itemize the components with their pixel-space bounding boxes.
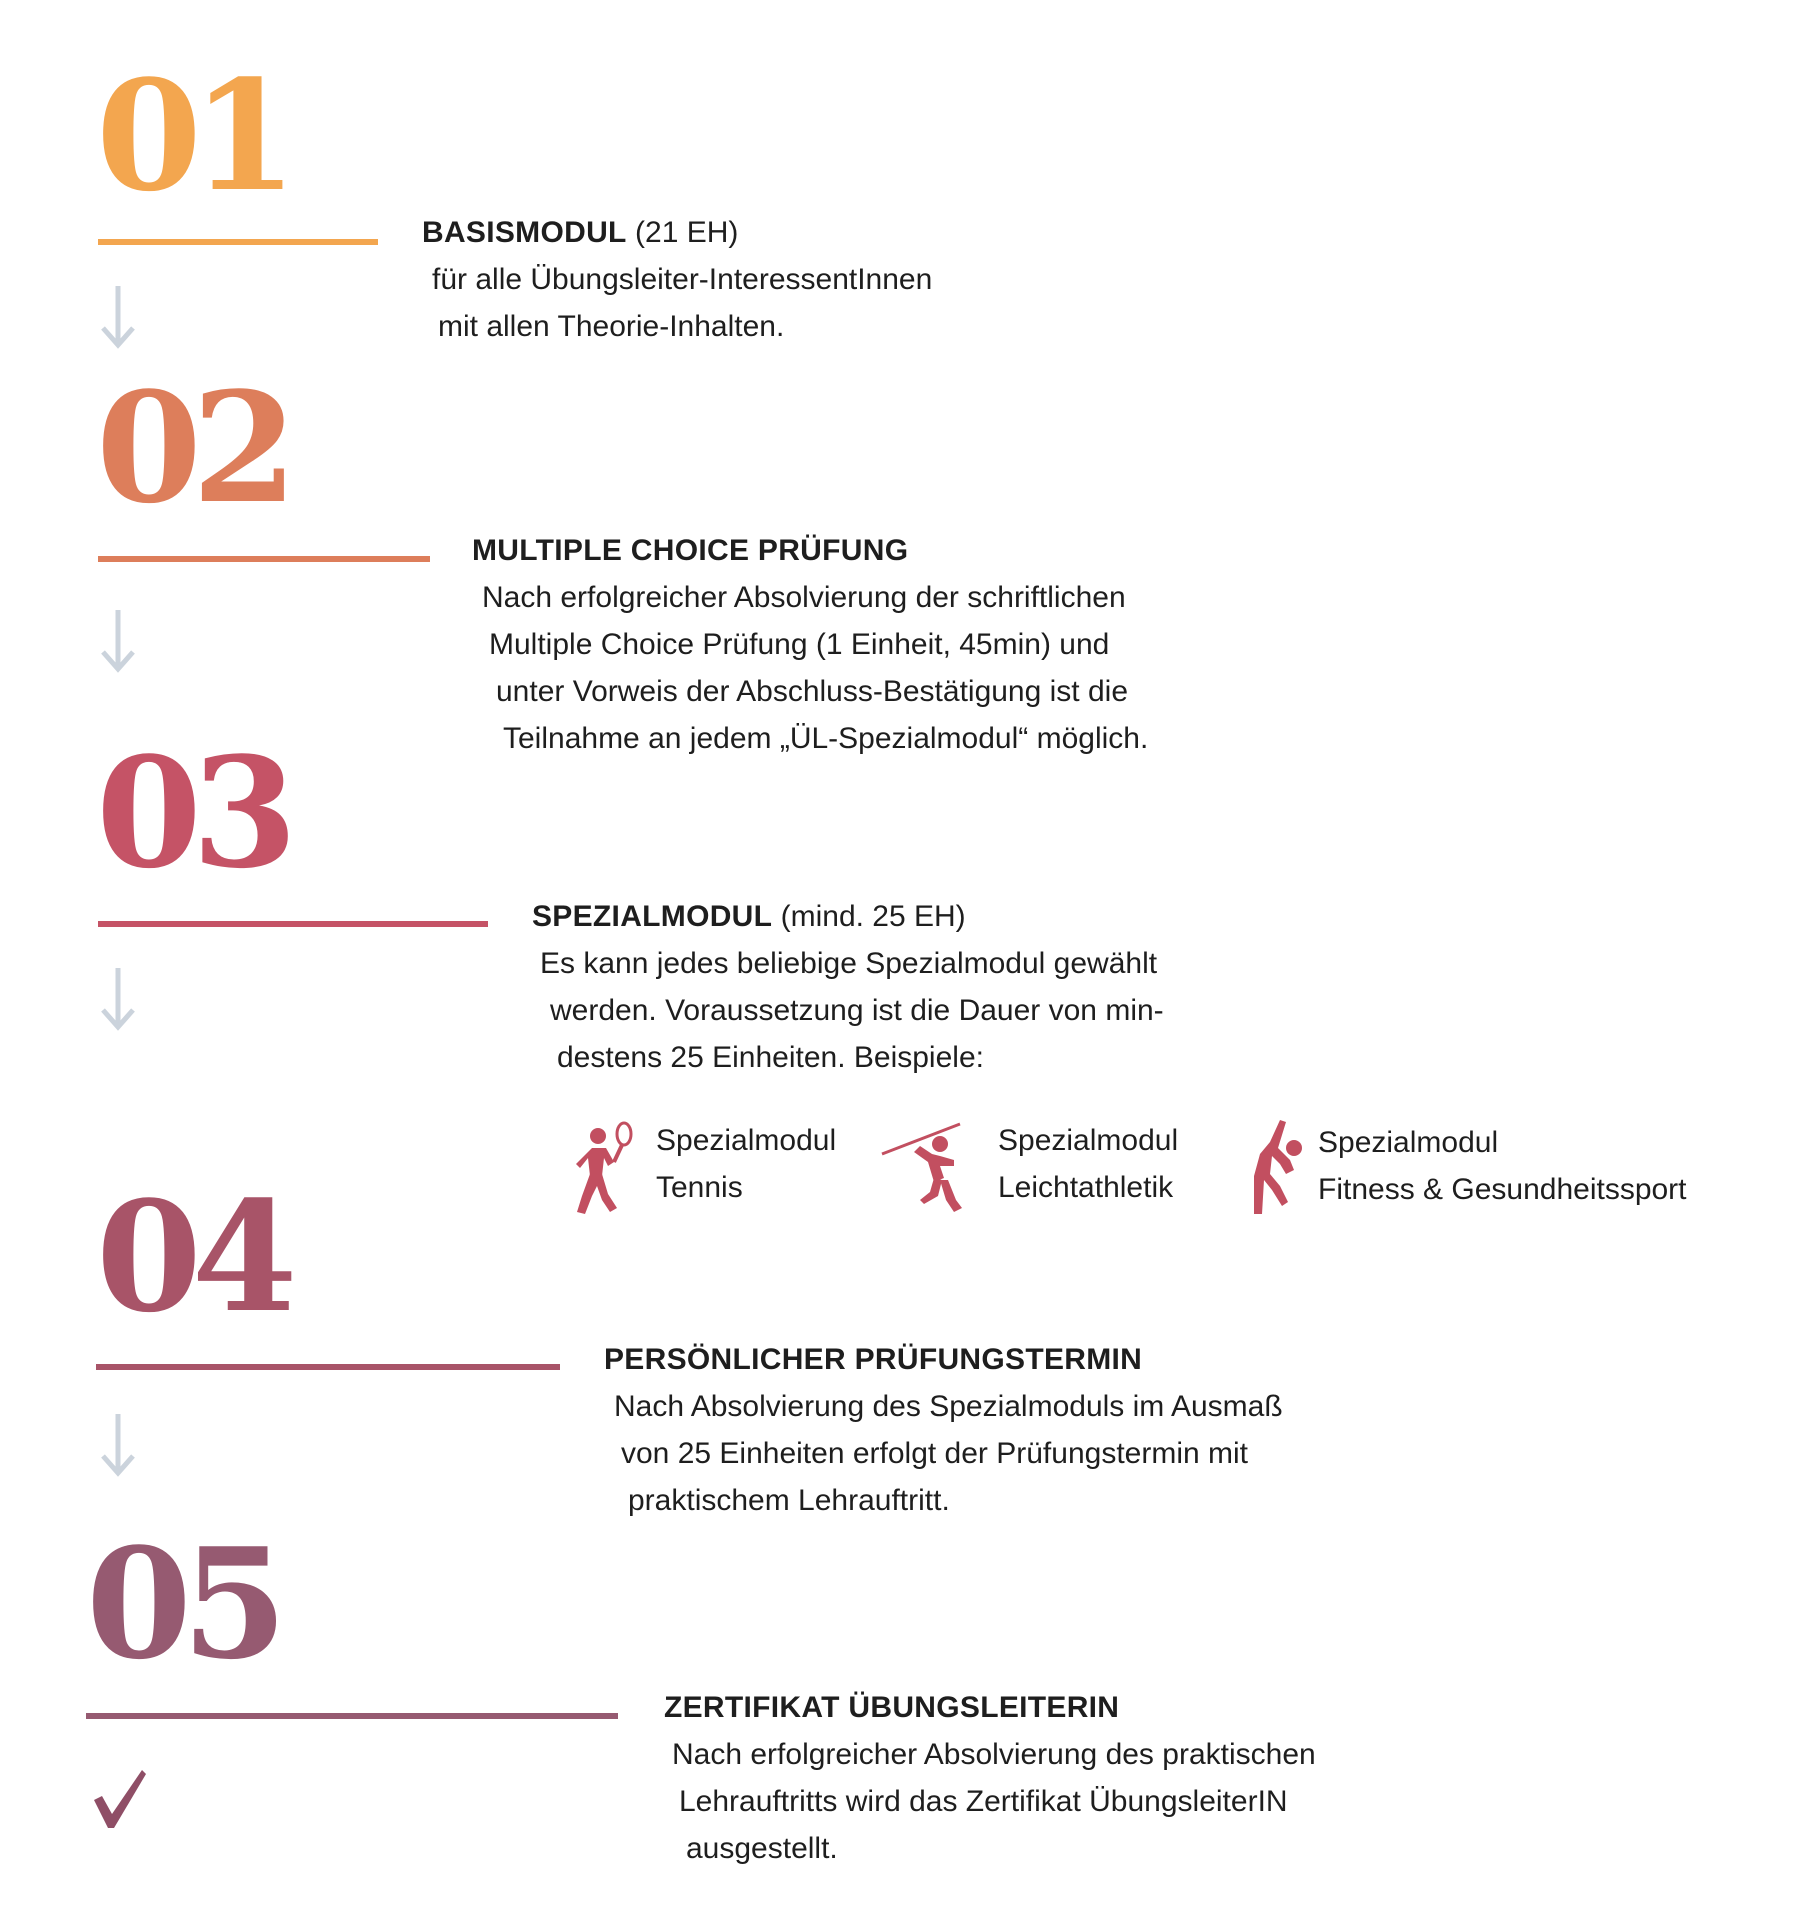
step-rule-04 — [96, 1364, 560, 1370]
step-description-line: destens 25 Einheiten. Beispiele: — [557, 1041, 984, 1074]
step-number-03: 03 — [96, 723, 288, 902]
step-description-line: Nach Absolvierung des Spezialmoduls im Ausmaß — [614, 1390, 1283, 1423]
example-fitness — [1250, 1118, 1730, 1218]
step-title-suffix: (21 EH) — [635, 216, 739, 249]
example-tennis — [574, 1116, 874, 1216]
step-title: BASISMODUL — [422, 216, 627, 249]
example-label: Spezialmodul Leichtathletik — [998, 1124, 1179, 1204]
step-title: MULTIPLE CHOICE PRÜFUNG — [472, 534, 909, 567]
tennis-player-icon — [574, 1116, 638, 1216]
arrow-down-icon — [100, 608, 136, 674]
step-rule-02 — [98, 556, 430, 562]
arrow-down-icon — [100, 966, 136, 1032]
step-title-suffix: (mind. 25 EH) — [780, 900, 966, 933]
step-description-line: mit allen Theorie-Inhalten. — [438, 310, 785, 343]
step-number-01: 01 — [96, 46, 288, 225]
step-description-line: Nach erfolgreicher Absolvierung des praktischen — [672, 1738, 1316, 1771]
step-description-line: Es kann jedes beliebige Spezialmodul gewählt — [540, 947, 1158, 980]
step-number-04: 04 — [96, 1167, 288, 1346]
step-title: PERSÖNLICHER PRÜFUNGSTERMIN — [604, 1343, 1143, 1376]
step-text-02 — [472, 527, 1148, 762]
checkmark-icon — [92, 1768, 148, 1830]
fitness-stretch-icon — [1250, 1118, 1310, 1218]
step-description-line: von 25 Einheiten erfolgt der Prüfungstermin mit — [621, 1437, 1248, 1470]
step-number-05: 05 — [86, 1514, 278, 1693]
step-description-line: unter Vorweis der Abschluss-Bestätigung ist die — [496, 675, 1129, 708]
step-number-02: 02 — [96, 358, 288, 537]
step-title: SPEZIALMODUL — [532, 900, 773, 933]
step-text-04 — [604, 1336, 1283, 1524]
step-text-05 — [664, 1684, 1316, 1872]
step-description-line: ausgestellt. — [686, 1832, 838, 1865]
step-rule-03 — [98, 921, 488, 927]
example-leichtathletik — [880, 1116, 1220, 1216]
step-text-01 — [422, 209, 932, 350]
step-description-line: Multiple Choice Prüfung (1 Einheit, 45min) und — [489, 628, 1110, 661]
step-description-line: Lehrauftritts wird das Zertifikat ÜbungsleiterIN — [679, 1785, 1288, 1818]
example-label: Spezialmodul Tennis — [656, 1124, 837, 1204]
step-rule-01 — [98, 239, 378, 245]
javelin-thrower-icon — [880, 1116, 980, 1216]
arrow-down-icon — [100, 284, 136, 350]
example-label: Spezialmodul Fitness & Gesundheitssport — [1318, 1126, 1687, 1206]
step-description-line: Nach erfolgreicher Absolvierung der schriftlichen — [482, 581, 1126, 614]
step-rule-05 — [86, 1713, 618, 1719]
step-description-line: werden. Voraussetzung ist die Dauer von min- — [550, 994, 1164, 1027]
step-description-line: praktischem Lehrauftritt. — [628, 1484, 950, 1517]
step-title: ZERTIFIKAT ÜBUNGSLEITERIN — [664, 1691, 1120, 1724]
step-description-line: für alle Übungsleiter-InteressentInnen — [432, 263, 933, 296]
step-description-line: Teilnahme an jedem „ÜL-Spezialmodul“ möglich. — [503, 722, 1149, 755]
step-text-03 — [532, 893, 1164, 1081]
arrow-down-icon — [100, 1412, 136, 1478]
